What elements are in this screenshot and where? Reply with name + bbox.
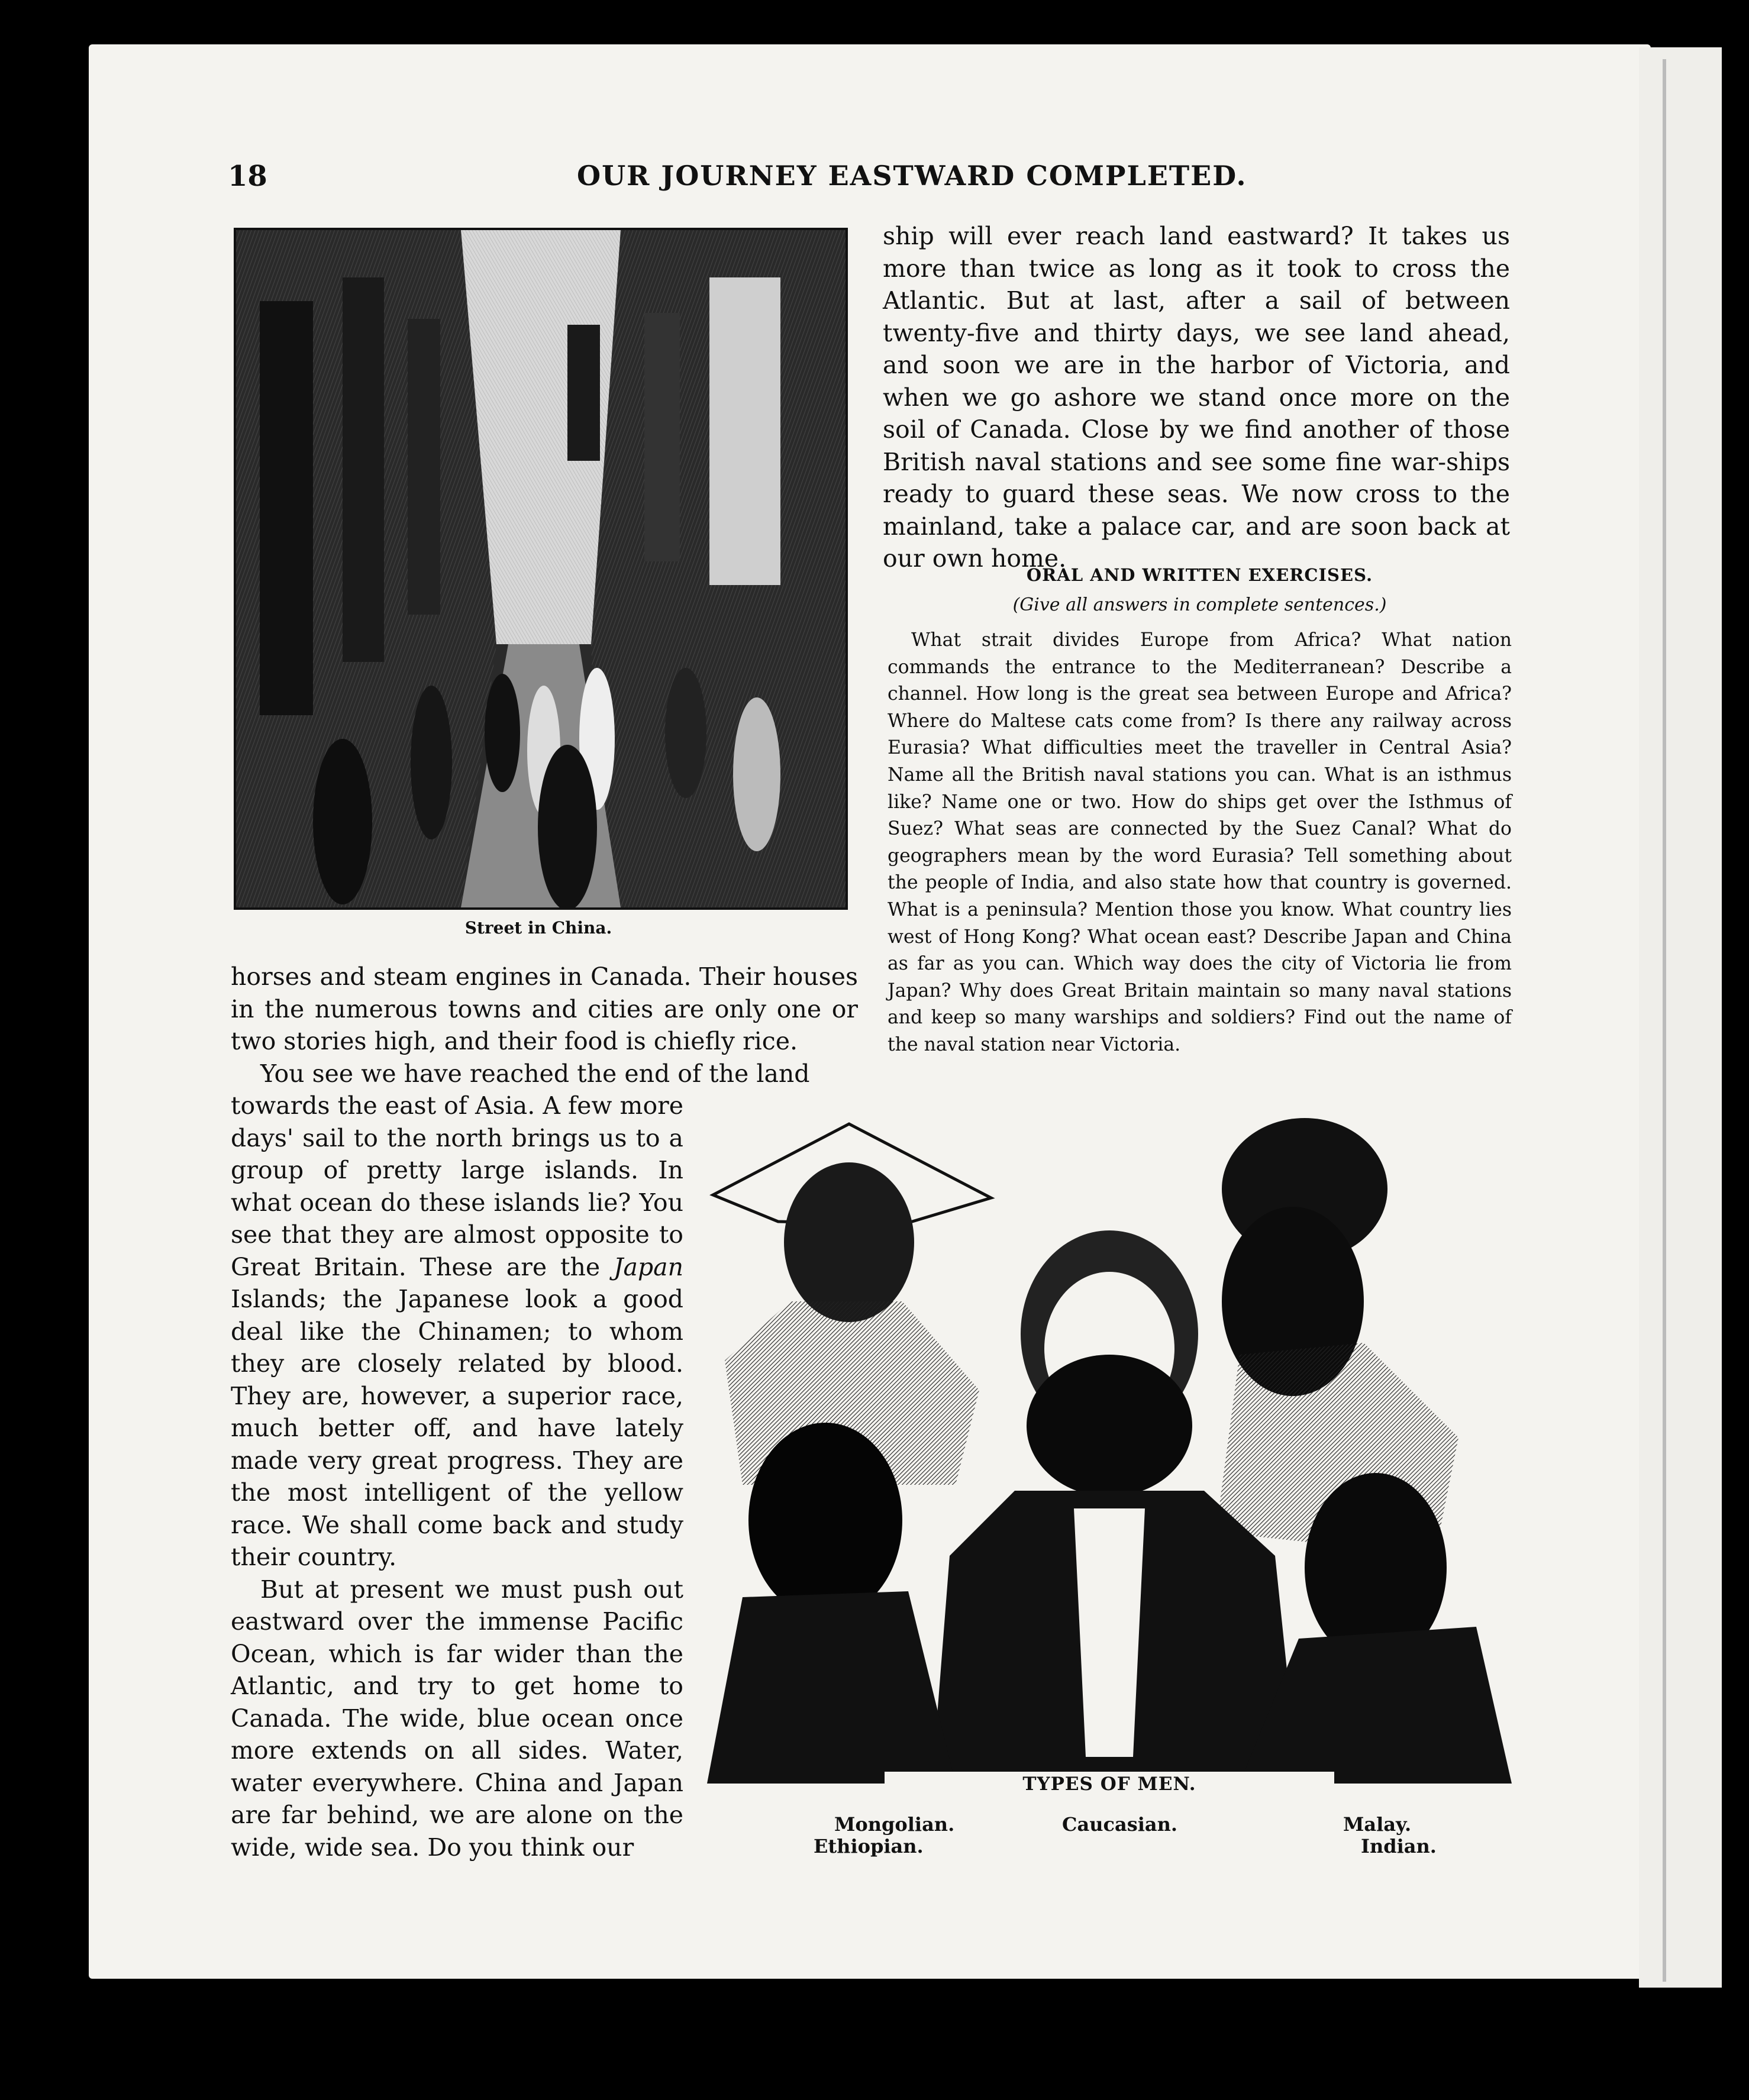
street-in-china-illustration — [234, 228, 848, 910]
types-of-men-illustration — [707, 1106, 1512, 1795]
label-caucasian: Caucasian. — [1062, 1813, 1177, 1836]
exercises-subheading: (Give all answers in complete sentences.) — [1012, 595, 1387, 615]
label-mongolian: Mongolian. — [834, 1813, 955, 1836]
paragraph-text: Islands; the Japanese look a good deal like the Chinamen; to whom they are closely related by blood. They are, however, a superior race, much better off, and have lately made very great progress. They are the most intelligent of the yellow race. We shall come back and study their country. — [231, 1285, 683, 1571]
label-malay: Malay. — [1343, 1813, 1412, 1836]
paragraph-text: ship will ever reach land eastward? It takes us more than twice as long as it took to cross the Atlantic. But at last, after a sail of between twenty-five and thirty days, we see land ahead, and soon we are in the harbor of Victoria, and when we go ashore we stand once more on the soil of Canada. Close by we find another of those British naval stations and see some fine war-ships ready to guard these seas. We now cross to the mainland, take a palace car, and are soon back at our own home. — [883, 222, 1510, 573]
page-gutter-line — [1663, 59, 1666, 1982]
types-of-men-caption: TYPES OF MEN. — [1022, 1773, 1196, 1795]
paragraph-text: horses and steam engines in Canada. Their houses in the numerous towns and cities are only one or two stories high, and their food is chiefly rice. — [231, 962, 858, 1055]
paragraph-lead: You see we have reached the end of the land — [260, 1059, 810, 1088]
japan-italic: Japan — [614, 1252, 683, 1281]
pacific-paragraph: But at present we must push out eastward over the immense Pacific Ocean, which is far wider than the Atlantic, and try to get home to Canada. The wide, blue ocean once more extends on all sides. Water, water everywhere. China and Japan are far behind, we are alone on the wide, wide sea. Do you think our — [231, 1575, 683, 1862]
chapter-title: OUR JOURNEY EASTWARD COMPLETED. — [577, 160, 1247, 192]
paragraph-text: towards the east of Asia. A few more days' sail to the north brings us to a group of pretty large islands. In what ocean do these islands lie? You see that they are almost opposite to Great Britain. These are the — [231, 1091, 683, 1281]
continuation-paragraph — [883, 220, 1510, 575]
label-ethiopian: Ethiopian. — [814, 1835, 924, 1857]
facing-page-edge — [1639, 47, 1722, 1988]
left-narrow-column — [231, 1090, 683, 1863]
japan-paragraph — [231, 1090, 683, 1574]
exercises-heading: ORAL AND WRITTEN EXERCISES. — [1026, 565, 1373, 585]
exercises-questions: What strait divides Europe from Africa? What nation commands the entrance to the Mediterranean? Describe a channel. How long is the great sea between Europe and Africa? Where do Maltese cats come from? Is there any railway across Eurasia? What difficulties meet the traveller in Central Asia? Name all the British naval stations you can. What is an isthmus like? Name one or two. How do ships get over the Isthmus of Suez? What seas are connected by the Suez Canal? What do geographers mean by the word Eurasia? Tell something about the people of India, and also state how that country is governed. What is a peninsula? Mention those you know. What country lies west of Hong Kong? What ocean east? Describe Japan and China as far as you can. Which way does the city of Victoria lie from Japan? Why does Great Britain maintain so many naval stations and keep so many warships and soldiers? Find out the name of the naval station near Victoria. — [888, 629, 1512, 1055]
left-paragraph-1 — [231, 961, 858, 1090]
label-indian: Indian. — [1361, 1835, 1437, 1857]
running-head — [0, 160, 1749, 195]
street-caption: Street in China. — [464, 918, 612, 938]
page-number: 18 — [228, 160, 267, 193]
